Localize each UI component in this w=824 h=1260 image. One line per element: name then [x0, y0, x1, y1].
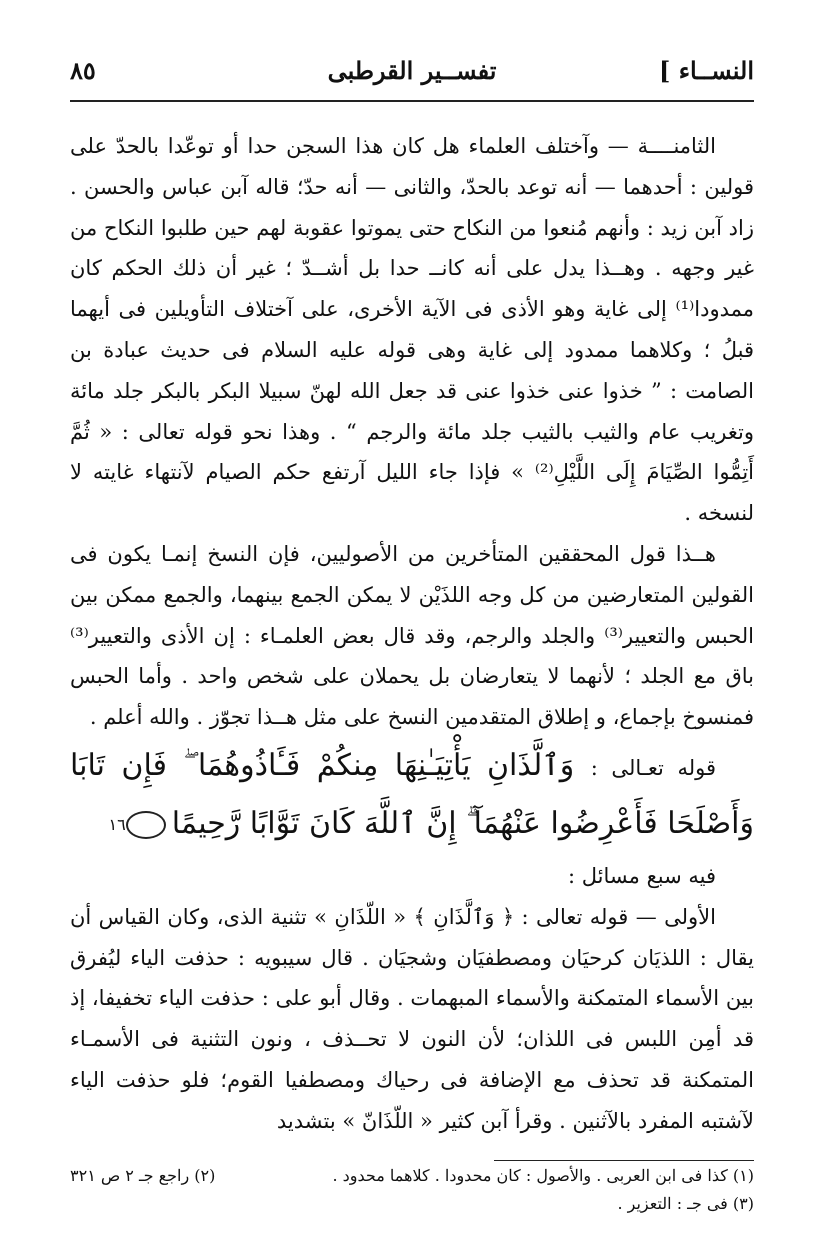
- footnote-1: (١) كذا فى ابن العربى . والأصول : كان محدودا . كلاهما محدود .: [332, 1166, 754, 1185]
- footnotes: [70, 1162, 754, 1218]
- footnote-row: [70, 1190, 754, 1218]
- paragraph-first-issue: الأولى — قوله تعالى : ﴿ وَٱلَّذَانِ ﴾ « اللّذَانِ » تثنية الذى، وكان القياس أن يقال : اللذيَان كرحيَان ومصطفيَان وشجيَان . قال سيبويه : حذفت الياء ليُفرق بين الأسماء المتمكنة والأسماء المبهمات . وقال أبو على : حذفت الياء تخفيفا، إذ قد أمِن اللبس فى اللذان؛ لأن النون لا تحــذف ، ونون التثنية فى الأسمـاء المتمكنة قد تحذف مع الإضافة فى رحياك ومصطفيا القوم؛ فلو حذفت الياء لآشتبه المفرد بالآثنين . وقرأ آبن كثير « اللّذَانّ » بتشديد: [70, 904, 754, 1133]
- footnote-row: [70, 1162, 754, 1190]
- quran-verse-text: وَٱلَّذَانِ يَأْتِيَـٰنِهَا مِنكُمْ فَـَٔاذُوهُمَا ۖ فَإِن تَابَا وَأَصْلَحَا فَأَعْرِضُوا عَنْهُمَآ ۗ إِنَّ ٱللَّهَ كَانَ تَوَّابًا رَّحِيمًا: [70, 747, 754, 841]
- paragraph-abrogation: هــذا قول المحققين المتأخرين من الأصوليين، فإن النسخ إنمـا يكون فى القولين المتعارضين من كل وجه اللذَيْن لا يمكن الجمع بينهما، والجمع ممكن بين الحبس والتعيير⁽³⁾ والجلد والرجم، وقد قال بعض العلمـاء : إن الأذى والتعيير⁽³⁾ باق مع الجلد ؛ لأنهما لا يتعارضان بل يحملان على شخص واحد . وأما الحبس فمنسوخ بإجماع، و إطلاق المتقدمين النسخ على مثل هــذا تجوّز . والله أعلم .: [70, 541, 754, 730]
- footnote-divider: [494, 1160, 754, 1161]
- paragraph-eighth-issue: الثامنــــة — وآختلف العلماء هل كان هذا السجن حدا أو توعّدا بالحدّ على قولين : أحدهما — أنه توعد بالحدّ، والثانى — أنه حدّ؛ قاله آبن عباس والحسن . زاد آبن زيد : وأنهم مُنعوا من النكاح حتى يموتوا عقوبة لهم حين طلبوا النكاح من غير وجهه . وهــذا يدل على أنه كانــ حدا بل أشــدّ ؛ غير أن ذلك الحكم كان ممدودا⁽¹⁾ إلى غاية وهو الأذى فى الآية الأخرى، على آختلاف التأويلين فى أيهما قبلُ ؛ وكلاهما ممدود إلى غاية وهى قوله عليه السلام فى حديث عبادة بن الصامت : ” خذوا عنى خذوا عنى قد جعل الله لهنّ سبيلا البكر بالبكر جلد مائة وتغريب عام والثيب بالثيب جلد مائة والرجم “ . وهذا نحو قوله تعالى : « ثُمَّ أَتِمُّوا الصِّيَامَ إِلَى اللَّيْلِ⁽²⁾ » فإذا جاء الليل آرتفع حكم الصيام لآنتهاء غايته لا لنسخه .: [70, 134, 755, 526]
- verse-intro: قوله تعـالى :: [590, 755, 717, 780]
- issues-subheading: فيه سبع مسائل :: [568, 863, 716, 888]
- footnote-3: (٣) فى جـ : التعزير .: [617, 1194, 754, 1213]
- section-title: النســاء ]: [658, 56, 754, 85]
- quran-verse-block: [70, 738, 754, 852]
- page-header: [70, 52, 754, 98]
- body-text: [70, 126, 754, 1142]
- book-title: تفســير القرطبى: [327, 56, 497, 85]
- verse-number-mark: ١٦: [126, 811, 166, 839]
- footnote-2: (٢) راجع جـ ٢ ص ٣٢١: [70, 1166, 216, 1185]
- header-divider: [70, 100, 754, 102]
- page-number: ٨٥: [70, 56, 96, 85]
